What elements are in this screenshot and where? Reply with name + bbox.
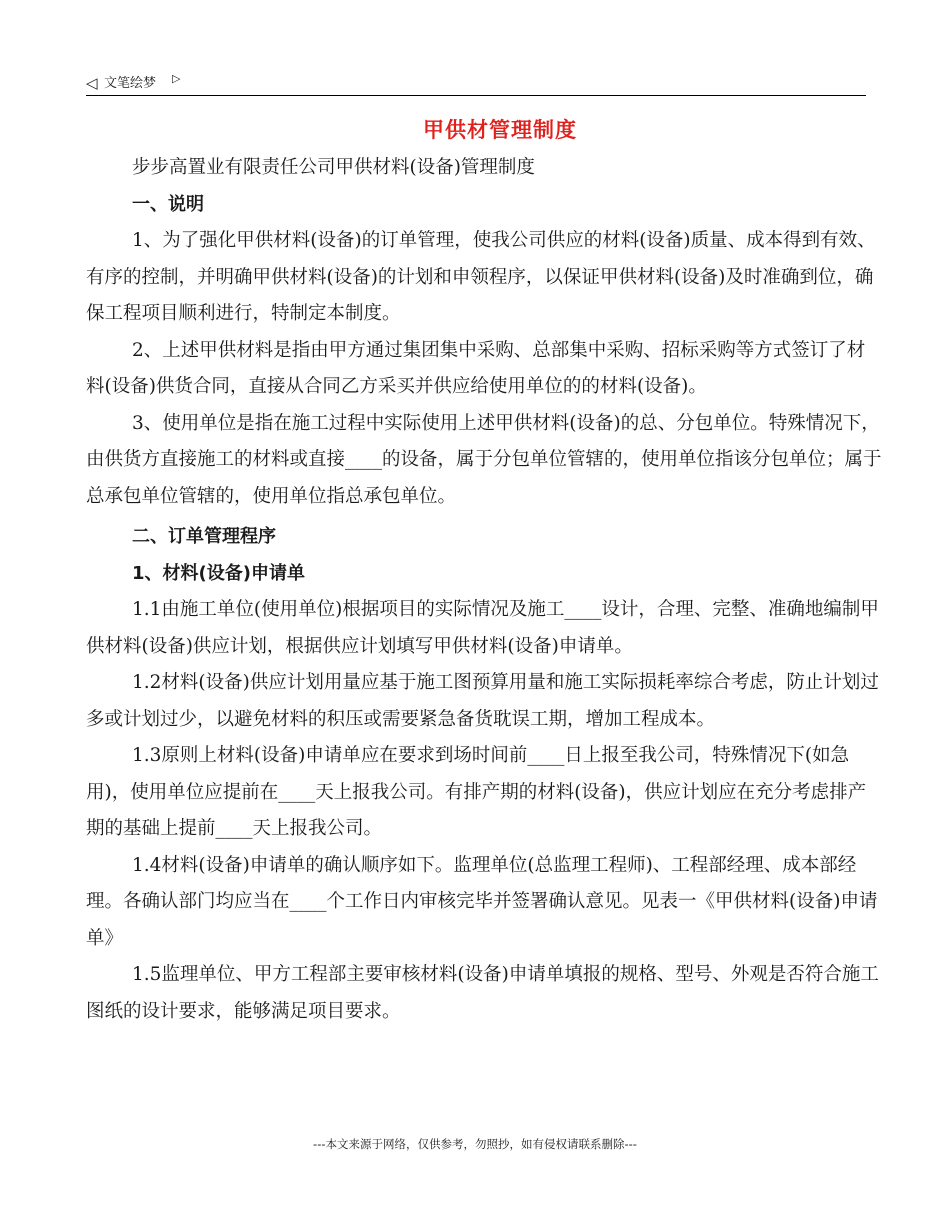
paragraph-1-1: 1.1由施工单位(使用单位)根据项目的实际情况及施工____设计，合理、完整、准确地编制甲供材料(设备)供应计划，根据供应计划填写甲供材料(设备)申请单。 bbox=[86, 599, 879, 657]
paragraph-1-4: 1.4材料(设备)申请单的确认顺序如下。监理单位(总监理工程师)、工程部经理、成本部经理。各确认部门均应当在____个工作日内审核完毕并签署确认意见。见表一《甲供材料(设备)申请单》 bbox=[86, 854, 878, 949]
header-divider bbox=[86, 95, 866, 96]
footer-notice: ---本文来源于网络，仅供参考，勿照抄，如有侵权请联系删除--- bbox=[313, 1137, 637, 1151]
paragraph-2: 2、上述甲供材料是指由甲方通过集团集中采购、总部集中采购、招标采购等方式签订了材料(设备)供货合同，直接从合同乙方采买并供应给使用单位的的材料(设备)。 bbox=[86, 339, 866, 397]
triangle-left-icon: ◁ bbox=[86, 74, 98, 92]
header-brand: 文笔绘梦 bbox=[104, 76, 157, 91]
subsection-heading-1: 1、材料(设备)申请单 bbox=[132, 562, 305, 584]
triangle-right-icon: ▷ bbox=[172, 72, 181, 85]
paragraph-1-5: 1.5监理单位、甲方工程部主要审核材料(设备)申请单填报的规格、型号、外观是否符合施工图纸的设计要求，能够满足项目要求。 bbox=[86, 964, 879, 1022]
paragraph-1: 1、为了强化甲供材料(设备)的订单管理，使我公司供应的材料(设备)质量、成本得到有效、有序的控制，并明确甲供材料(设备)的计划和申领程序，以保证甲供材料(设备)及时准确到位，确保工程项目顺利进行，特制定本制度。 bbox=[86, 230, 876, 324]
paragraph-3: 3、使用单位是指在施工过程中实际使用上述甲供材料(设备)的总、分包单位。特殊情况下，由供货方直接施工的材料或直接____的设备，属于分包单位管辖的，使用单位指该分包单位；属于总承包单位管辖的，使用单位指总承包单位。 bbox=[86, 412, 882, 507]
paragraph-1-2: 1.2材料(设备)供应计划用量应基于施工图预算用量和施工实际损耗率综合考虑，防止计划过多或计划过少，以避免材料的积压或需要紧急备货耽误工期，增加工程成本。 bbox=[86, 672, 879, 730]
page-header bbox=[86, 72, 866, 96]
document-body bbox=[86, 150, 882, 1030]
section-heading-2: 二、订单管理程序 bbox=[132, 526, 276, 547]
document-title: 甲供材管理制度 bbox=[423, 118, 577, 142]
paragraph-1-3: 1.3原则上材料(设备)申请单应在要求到场时间前____日上报至我公司，特殊情况下(如急用)，使用单位应提前在____天上报我公司。有排产期的材料(设备)，供应计划应在充分考虑排产期的基础上提前____天上报我公司。 bbox=[86, 745, 867, 839]
document-subtitle: 步步高置业有限责任公司甲供材料(设备)管理制度 bbox=[132, 157, 535, 178]
section-heading-1: 一、说明 bbox=[132, 193, 204, 215]
